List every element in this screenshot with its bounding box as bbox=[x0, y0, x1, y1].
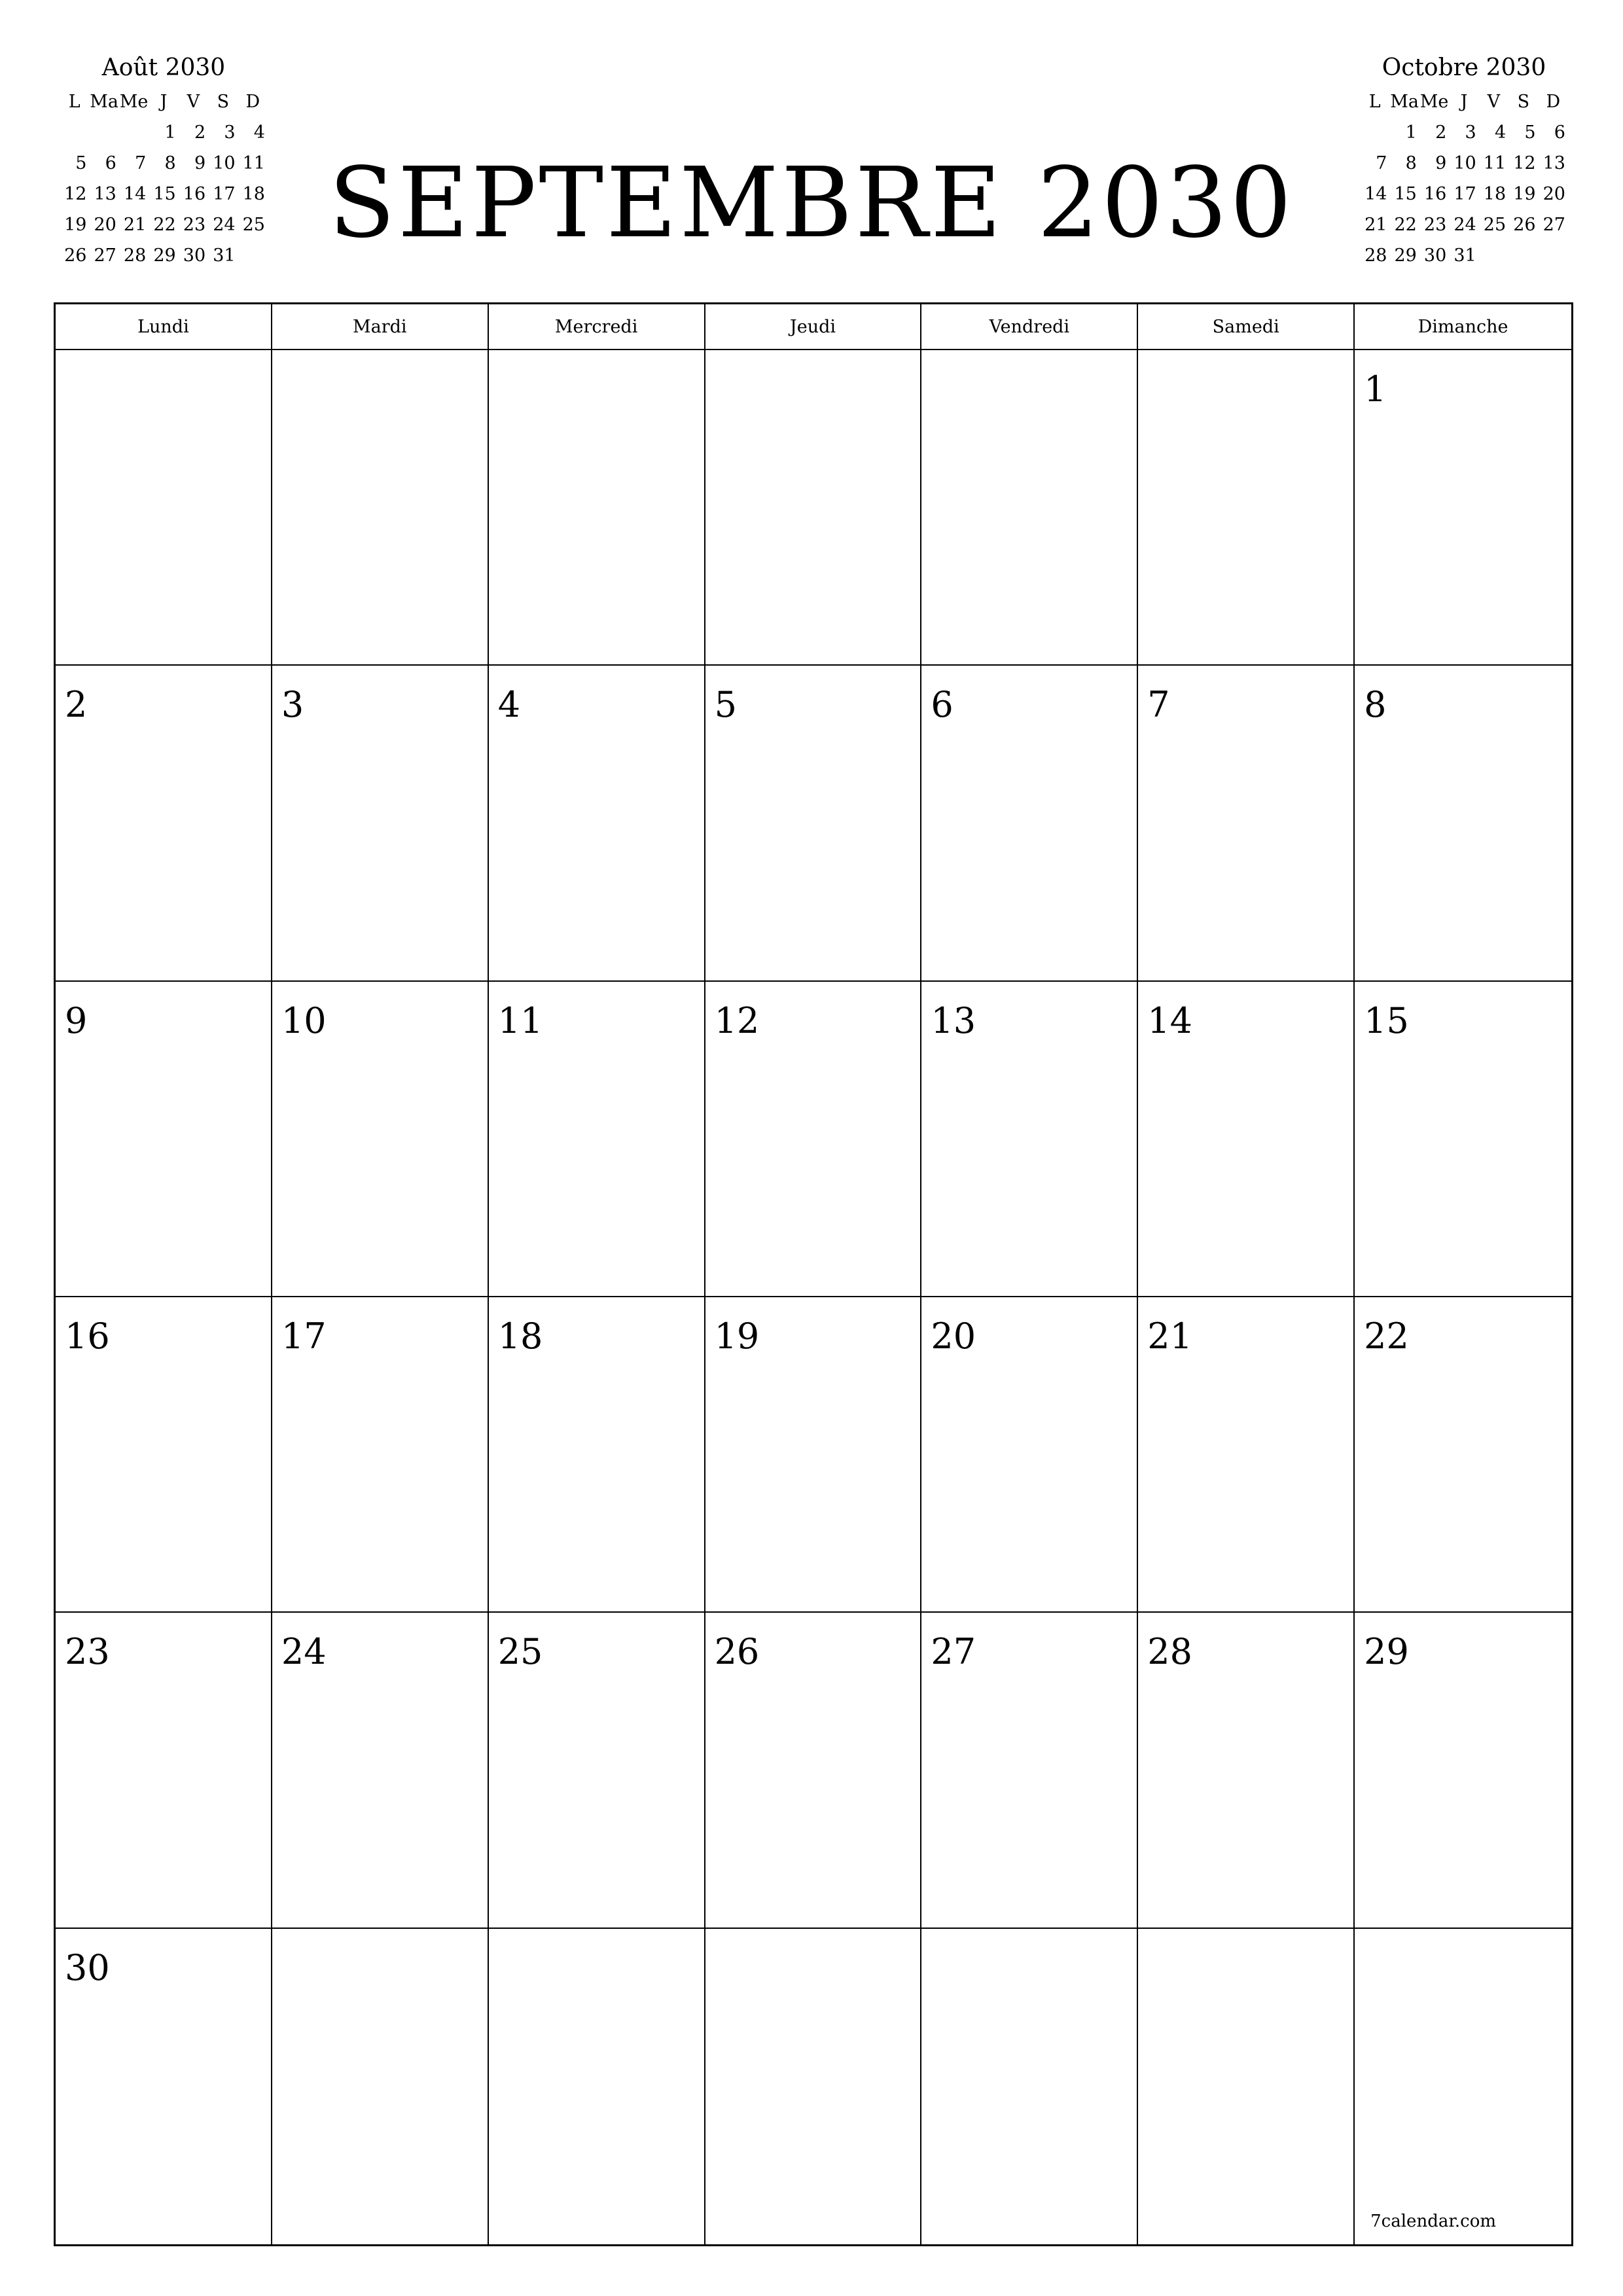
mini-calendar-title: Août 2030 bbox=[101, 54, 226, 81]
mini-day-number: 7 bbox=[1376, 153, 1387, 173]
weekday-header: Vendredi bbox=[921, 304, 1138, 350]
mini-day-number: 12 bbox=[64, 184, 87, 204]
mini-day-number: 25 bbox=[242, 215, 265, 235]
mini-day-number: 4 bbox=[253, 122, 265, 143]
mini-day-number: 6 bbox=[1554, 122, 1565, 143]
mini-weekday-label: V bbox=[187, 92, 200, 112]
mini-day-number bbox=[89, 117, 118, 148]
day-number: 1 bbox=[1364, 368, 1387, 410]
day-number: 10 bbox=[281, 999, 327, 1041]
day-number: 8 bbox=[1364, 684, 1387, 726]
day-cell[interactable] bbox=[921, 350, 1138, 666]
mini-day-number: 7 bbox=[135, 153, 147, 173]
day-cell[interactable] bbox=[705, 350, 922, 666]
day-number: 3 bbox=[281, 684, 304, 726]
day-number: 6 bbox=[931, 684, 954, 726]
mini-day-number: 27 bbox=[94, 245, 116, 266]
mini-day-number: 5 bbox=[1524, 122, 1536, 143]
day-cell[interactable] bbox=[1355, 350, 1571, 666]
mini-day-number bbox=[1539, 240, 1568, 271]
day-cell[interactable] bbox=[489, 666, 705, 981]
day-cell[interactable] bbox=[921, 666, 1138, 981]
weekday-header: Lundi bbox=[56, 304, 272, 350]
day-cell[interactable] bbox=[56, 1613, 272, 1928]
mini-day-number: 22 bbox=[153, 215, 176, 235]
mini-day-number bbox=[1479, 240, 1508, 271]
day-cell[interactable] bbox=[921, 1929, 1138, 2244]
mini-day-number: 31 bbox=[213, 245, 236, 266]
day-cell[interactable] bbox=[56, 1297, 272, 1613]
day-cell[interactable] bbox=[272, 982, 489, 1297]
mini-day-number: 19 bbox=[1513, 184, 1536, 204]
mini-weekday-label: S bbox=[1517, 92, 1530, 112]
day-cell[interactable] bbox=[1355, 1297, 1571, 1613]
mini-day-number: 8 bbox=[164, 153, 176, 173]
mini-day-number: 24 bbox=[1454, 215, 1476, 235]
mini-day-number: 15 bbox=[153, 184, 176, 204]
mini-weekday-label: Me bbox=[119, 92, 149, 112]
day-number: 17 bbox=[281, 1316, 327, 1357]
mini-day-number: 13 bbox=[1543, 153, 1565, 173]
day-cell[interactable] bbox=[272, 666, 489, 981]
mini-weekday-label: D bbox=[1546, 92, 1561, 112]
day-number: 18 bbox=[497, 1316, 543, 1357]
day-cell[interactable] bbox=[56, 350, 272, 666]
mini-day-number: 13 bbox=[94, 184, 116, 204]
day-cell[interactable] bbox=[56, 1929, 272, 2244]
mini-weekday-label: S bbox=[217, 92, 230, 112]
mini-weekday-label: D bbox=[245, 92, 260, 112]
day-cell[interactable] bbox=[489, 1297, 705, 1613]
mini-day-number: 18 bbox=[1483, 184, 1507, 204]
mini-day-number: 10 bbox=[1454, 153, 1476, 173]
mini-day-number: 27 bbox=[1543, 215, 1565, 235]
mini-day-number: 11 bbox=[242, 153, 265, 173]
day-cell[interactable] bbox=[705, 1929, 922, 2244]
day-cell[interactable] bbox=[1138, 350, 1355, 666]
mini-day-number: 17 bbox=[213, 184, 236, 204]
mini-day-number: 2 bbox=[194, 122, 206, 143]
day-number: 7 bbox=[1147, 684, 1170, 726]
day-cell[interactable] bbox=[1138, 666, 1355, 981]
day-cell[interactable] bbox=[921, 1297, 1138, 1613]
day-cell[interactable] bbox=[272, 1929, 489, 2244]
day-cell[interactable] bbox=[1138, 982, 1355, 1297]
day-number: 29 bbox=[1364, 1631, 1409, 1673]
mini-day-number: 2 bbox=[1435, 122, 1447, 143]
day-number: 23 bbox=[65, 1631, 110, 1673]
mini-weekday-label: Ma bbox=[1390, 92, 1419, 112]
mini-day-number: 1 bbox=[164, 122, 176, 143]
day-cell[interactable] bbox=[1355, 1929, 1571, 2244]
mini-day-number: 3 bbox=[224, 122, 236, 143]
weekday-header: Mercredi bbox=[489, 304, 705, 350]
day-cell[interactable] bbox=[1138, 1929, 1355, 2244]
mini-day-number: 5 bbox=[75, 153, 87, 173]
mini-day-number: 23 bbox=[1423, 215, 1447, 235]
mini-day-number bbox=[238, 240, 268, 271]
day-cell[interactable] bbox=[489, 982, 705, 1297]
mini-weekday-label: V bbox=[1487, 92, 1501, 112]
mini-day-number bbox=[60, 117, 89, 148]
mini-day-number: 26 bbox=[64, 245, 87, 266]
mini-day-number: 21 bbox=[123, 215, 147, 235]
mini-day-number: 30 bbox=[183, 245, 206, 266]
mini-day-number: 28 bbox=[123, 245, 147, 266]
day-number: 9 bbox=[65, 999, 88, 1041]
mini-day-number: 25 bbox=[1483, 215, 1507, 235]
mini-day-number: 15 bbox=[1394, 184, 1417, 204]
mini-day-number bbox=[1360, 117, 1389, 148]
mini-day-number: 24 bbox=[213, 215, 236, 235]
day-cell[interactable] bbox=[705, 982, 922, 1297]
day-cell[interactable] bbox=[272, 1613, 489, 1928]
mini-day-number: 10 bbox=[213, 153, 236, 173]
mini-day-number: 11 bbox=[1483, 153, 1507, 173]
day-cell[interactable] bbox=[272, 1297, 489, 1613]
mini-day-number: 28 bbox=[1364, 245, 1387, 266]
day-number: 15 bbox=[1364, 999, 1409, 1041]
mini-day-number: 20 bbox=[1543, 184, 1565, 204]
mini-day-number: 30 bbox=[1423, 245, 1447, 266]
mini-day-number: 23 bbox=[183, 215, 206, 235]
day-cell[interactable] bbox=[1355, 982, 1571, 1297]
mini-day-number: 3 bbox=[1465, 122, 1476, 143]
mini-calendar-title: Octobre 2030 bbox=[1382, 54, 1546, 81]
day-cell[interactable] bbox=[1355, 666, 1571, 981]
mini-day-number: 26 bbox=[1513, 215, 1536, 235]
mini-day-number: 22 bbox=[1394, 215, 1417, 235]
mini-day-number bbox=[119, 117, 149, 148]
credit-text: 7calendar.com bbox=[1370, 2212, 1497, 2231]
day-number: 11 bbox=[497, 999, 543, 1041]
mini-day-number: 14 bbox=[1364, 184, 1387, 204]
mini-calendar-next-month bbox=[1360, 51, 1568, 271]
mini-day-number: 8 bbox=[1405, 153, 1417, 173]
day-number: 16 bbox=[65, 1316, 110, 1357]
mini-weekday-label: L bbox=[1368, 92, 1381, 112]
mini-day-number: 12 bbox=[1513, 153, 1536, 173]
day-cell[interactable] bbox=[56, 666, 272, 981]
weekday-header: Samedi bbox=[1138, 304, 1355, 350]
day-number: 25 bbox=[497, 1631, 543, 1673]
mini-weekday-label: J bbox=[160, 92, 168, 112]
day-number: 27 bbox=[931, 1631, 976, 1673]
day-number: 30 bbox=[65, 1946, 110, 1988]
day-cell[interactable] bbox=[921, 1613, 1138, 1928]
day-cell[interactable] bbox=[1138, 1613, 1355, 1928]
day-number: 22 bbox=[1364, 1316, 1409, 1357]
mini-weekday-label: L bbox=[68, 92, 80, 112]
mini-day-number: 19 bbox=[64, 215, 87, 235]
day-cell[interactable] bbox=[1138, 1297, 1355, 1613]
day-cell[interactable] bbox=[489, 350, 705, 666]
mini-day-number: 21 bbox=[1364, 215, 1387, 235]
month-grid bbox=[54, 302, 1573, 2246]
mini-day-number: 9 bbox=[194, 153, 206, 173]
day-number: 4 bbox=[497, 684, 521, 726]
day-cell[interactable] bbox=[705, 1297, 922, 1613]
day-number: 21 bbox=[1147, 1316, 1192, 1357]
weekday-header: Dimanche bbox=[1355, 304, 1571, 350]
mini-day-number: 16 bbox=[1423, 184, 1447, 204]
mini-calendar-grid bbox=[1360, 86, 1568, 271]
day-number: 12 bbox=[714, 999, 760, 1041]
day-number: 13 bbox=[931, 999, 976, 1041]
mini-day-number: 29 bbox=[1394, 245, 1417, 266]
mini-day-number: 16 bbox=[183, 184, 206, 204]
page-title: SEPTEMBRE 2030 bbox=[329, 147, 1294, 259]
day-cell[interactable] bbox=[705, 1613, 922, 1928]
day-cell[interactable] bbox=[56, 982, 272, 1297]
day-cell[interactable] bbox=[489, 1929, 705, 2244]
mini-weekday-label: J bbox=[1460, 92, 1468, 112]
mini-day-number: 18 bbox=[242, 184, 265, 204]
day-number: 26 bbox=[714, 1631, 760, 1673]
mini-calendar-previous-month bbox=[60, 51, 268, 271]
mini-day-number: 6 bbox=[105, 153, 116, 173]
day-cell[interactable] bbox=[489, 1613, 705, 1928]
weekday-header: Mardi bbox=[272, 304, 489, 350]
mini-weekday-label: Ma bbox=[90, 92, 118, 112]
mini-day-number: 31 bbox=[1454, 245, 1476, 266]
mini-day-number: 20 bbox=[94, 215, 116, 235]
day-number: 2 bbox=[65, 684, 88, 726]
mini-day-number: 9 bbox=[1435, 153, 1447, 173]
mini-day-number: 17 bbox=[1454, 184, 1476, 204]
mini-day-number: 29 bbox=[153, 245, 176, 266]
day-number: 20 bbox=[931, 1316, 976, 1357]
day-number: 28 bbox=[1147, 1631, 1192, 1673]
day-number: 24 bbox=[281, 1631, 327, 1673]
weekday-header: Jeudi bbox=[705, 304, 922, 350]
day-number: 19 bbox=[714, 1316, 760, 1357]
mini-day-number bbox=[1508, 240, 1538, 271]
day-number: 5 bbox=[714, 684, 737, 726]
day-cell[interactable] bbox=[1355, 1613, 1571, 1928]
day-number: 14 bbox=[1147, 999, 1192, 1041]
mini-day-number: 14 bbox=[123, 184, 147, 204]
day-cell[interactable] bbox=[272, 350, 489, 666]
day-cell[interactable] bbox=[705, 666, 922, 981]
mini-calendar-grid bbox=[60, 86, 268, 271]
mini-day-number: 4 bbox=[1494, 122, 1507, 143]
mini-weekday-label: Me bbox=[1419, 92, 1449, 112]
mini-day-number: 1 bbox=[1405, 122, 1417, 143]
day-cell[interactable] bbox=[921, 982, 1138, 1297]
